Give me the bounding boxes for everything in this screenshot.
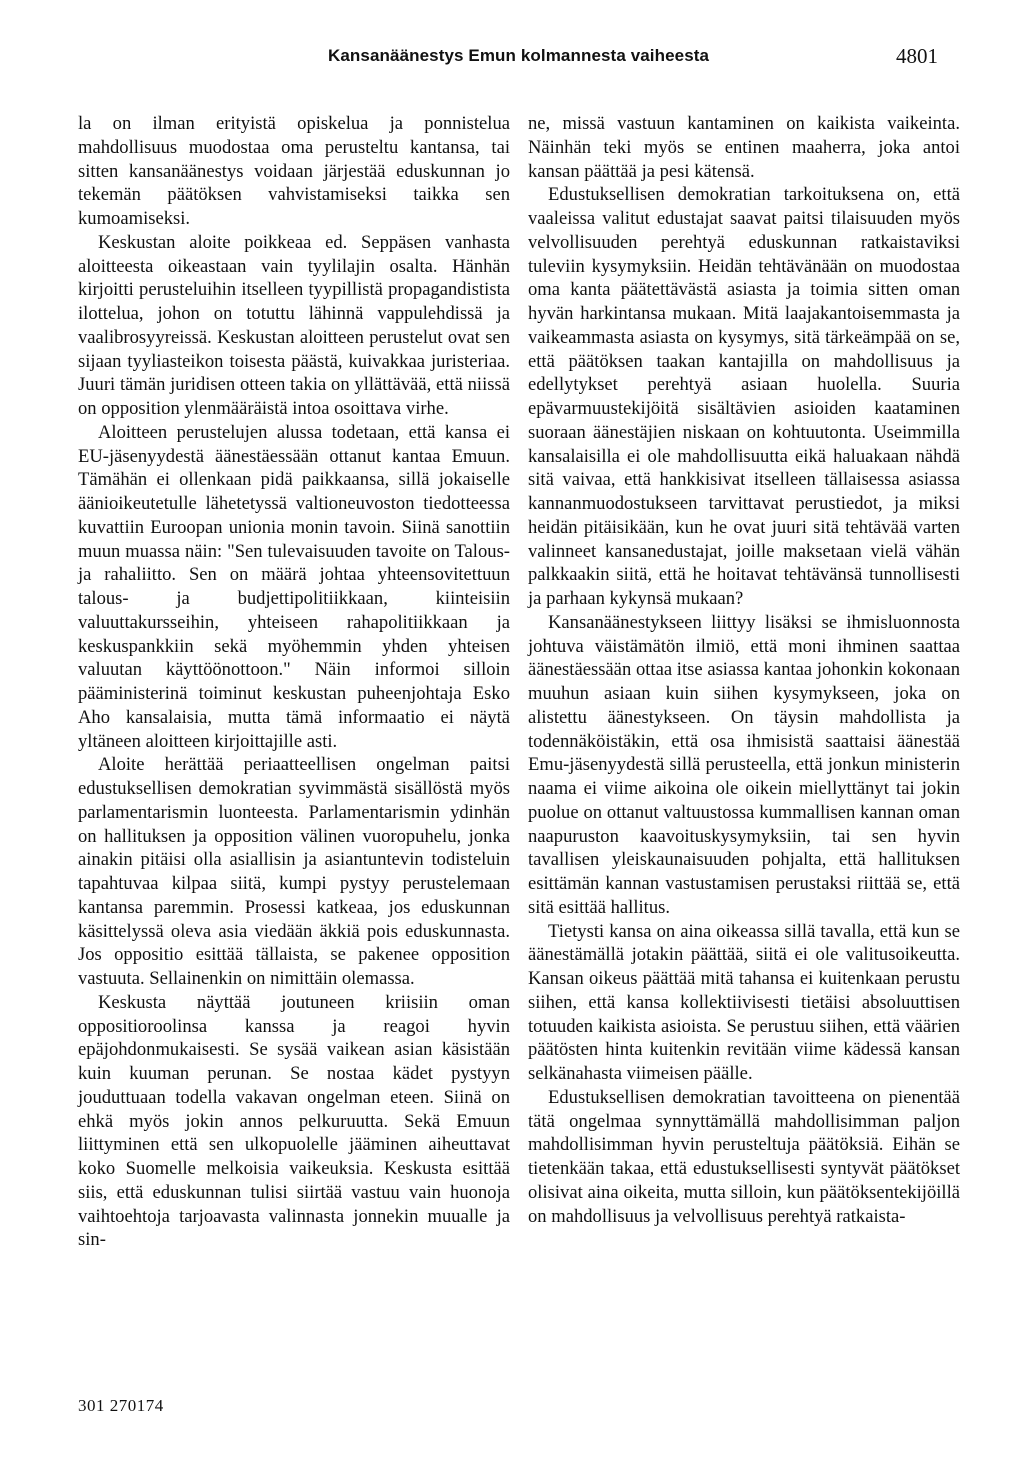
paragraph: Edustuksellisen demokratian tarkoituksena on, että vaaleissa valitut edustajat saavat paitsi tilaisuuden myös velvollisuuden perehtyä eduskunnan ratkaistaviksi tuleviin kysymyksiin. Heidän tehtävänään on muodostaa oma kanta päätettävästä asiasta ja toimia sitten oman hyvän harkintansa mukaan. Mitä laajakantoisemmasta ja vaikeammasta asiasta on kysymys, sitä tärkeämpää on se, että päätöksen taakan kantajilla on mahdollisuus ja edellytykset perehtyä asiaan huolella. Suuria epävarmuustekijöitä sisältävien asioiden kaataminen suoraan äänestäjien niskaan on kohtuutonta. Useimmilla kansalaisilla ei ole mahdollisuutta eikä haluakaan nähdä sitä vaivaa, että hankkisivat itselleen tällaisessa asiassa kannanmuodostukseen tarvittavat perustiedot, ja miksi heidän pitäisikään, kun he ovat juuri sitä tehtävää varten valinneet kansanedustajat, joille maksetaan vielä vähän palkkaakin siitä, että he hoitavat tehtävänsä tunnollisesti ja parhaan kykynsä mukaan? xyxy=(528,184,960,609)
left-column xyxy=(78,112,510,1252)
paragraph: ne, missä vastuun kantaminen on kaikista vaikeinta. Näinhän teki myös se entinen maaherra, joka antoi kansan päättää ja pesi kätensä. xyxy=(528,113,960,182)
footer-code: 301 270174 xyxy=(78,1396,164,1415)
paragraph: Kansanäänestykseen liittyy lisäksi se ihmisluonnosta johtuva väistämätön ilmiö, että moni ihminen saattaa äänestäessään ottaa itse asiassa kantaa johonkin kokonaan muuhun asiaan kuin siihen kysymykseen, joka on alistettu äänestykseen. On täysin mahdollista ja todennäköistäkin, että osa ihmisistä saattaisi äänestää Emu-jäsenyydestä sillä perusteella, että jonkun ministerin naama ei viime aikoina ole oikein miellyttänyt tai jokin puolue on ottanut valtuustossa kummallisen kannan oman naapuruston kaavoituskysymyksiin, tai sen hyvin tavallisen yleiskaunaisuuden pohjalta, että hallituksen esittämän kannan vastustamisen perustaksi riittää se, että sitä esittää hallitus. xyxy=(528,611,960,918)
paragraph: Edustuksellisen demokratian tavoitteena on pienentää tätä ongelmaa synnyttämällä mahdollisimman paljon mahdollisimman hyvin perusteltuja päätöksiä. Eihän se tietenkään takaa, että edustuksellisesti syntyvät päätökset olisivat aina oikeita, mutta silloin, kun päätöksentekijöillä on mahdollisuus ja velvollisuus perehtyä ratkaista- xyxy=(528,1086,960,1227)
paragraph: Keskusta näyttää joutuneen kriisiin oman oppositioroolinsa kanssa ja reagoi hyvin epäjohdonmukaisesti. Se sysää vaikean asian käsistään kuin kuuman perunan. Se nostaa kädet pystyyn jouduttuaan todella vakavan ongelman eteen. Siinä on ehkä myös jokin annos pelkuruutta. Sekä Emuun liittyminen että sen ulkopuolelle jääminen aiheuttavat koko Suomelle melkoisia vaikeuksia. Keskusta esittää siis, että eduskunnan tulisi siirtää vastuu vain huonoja vaihtoehtoja tarjoavasta valinnasta jonnekin muualle ja sin- xyxy=(78,991,510,1251)
paragraph: Aloite herättää periaatteellisen ongelman paitsi edustuksellisen demokratian syvimmästä sisällöstä myös parlamentarismin luonteesta. Parlamentarismin ydinhän on hallituksen ja opposition välinen vuoropuhelu, jonka ainakin pitäisi olla asiallisin ja asiantuntevin todisteluin tapahtuvaa kilpaa siitä, kumpi pystyy perustelemaan kantansa paremmin. Prosessi katkeaa, jos eduskunnan käsittelyssä oleva asia viedään äkkiä pois eduskunnasta. Jos oppositio esittää tällaista, se pakenee opposition vastuuta. Sellainenkin on nimittäin olemassa. xyxy=(78,754,510,989)
running-title: Kansanäänestys Emun kolmannesta vaiheesta xyxy=(328,46,710,65)
paragraph: la on ilman erityistä opiskelua ja ponnistelua mahdollisuus muodostaa oma perusteltu kantansa, tai sitten kansanäänestys voidaan järjestää eduskunnan jo tekemän päätöksen vahvistamiseksi taikka sen kumoamiseksi. xyxy=(78,113,510,229)
page-number: 4801 xyxy=(896,44,938,68)
paragraph: Tietysti kansa on aina oikeassa sillä tavalla, että kun se äänestämällä jotakin päättää, siitä ei ole valitusoikeutta. Kansan oikeus päättää mitä tahansa ei kuitenkaan perustu siihen, että kansa kollektiivisesti tietäisi absoluuttisen totuuden kaikista asioista. Se perustuu siihen, että väärien päätösten hinta kuitenkin revitään viime kädessä kansan selkänahasta viimeisen päälle. xyxy=(528,920,960,1084)
right-column xyxy=(528,112,960,1228)
paragraph: Aloitteen perustelujen alussa todetaan, että kansa ei EU-jäsenyydestä äänestäessään ottanut kantaa Emuun. Tämähän ei ollenkaan pidä paikkaansa, sillä jokaiselle äänioikeutetulle lähetetyssä valtioneuvoston tiedotteessa kuvattiin Euroopan unionia monin tavoin. Siinä sanottiin muun muassa näin: "Sen tulevaisuuden tavoite on Talous- ja rahaliitto. Sen on määrä johtaa yhteensovitettuun talous- ja budjettipolitiikkaan, kiinteisiin valuuttakursseihin, yhteiseen rahapolitiikkaan ja keskuspankkiin sekä myöhemmin yhden yhteisen valuutan käyttöönottoon." Näin informoi silloin pääministerinä toiminut keskustan puheenjohtaja Esko Aho kansalaisia, mutta tämä informaatio ei näytä yltäneen aloitteen kirjoittajille asti. xyxy=(78,421,510,752)
paragraph: Keskustan aloite poikkeaa ed. Seppäsen vanhasta aloitteesta oikeastaan vain tyylilajin osalta. Hänhän kirjoitti perusteluihin itselleen tyypillistä propagandistista ilottelua, johon on totuttu lähinnä vappulehdissä ja vaalibrosyyreissä. Keskustan aloitteen perustelut ovat sen sijaan tyyliasteikon toisesta päästä, kuivakkaa juristeriaa. Juuri tämän juridisen otteen takia on yllättävää, että niissä on opposition ylenmääräistä intoa osoittava virhe. xyxy=(78,231,510,419)
